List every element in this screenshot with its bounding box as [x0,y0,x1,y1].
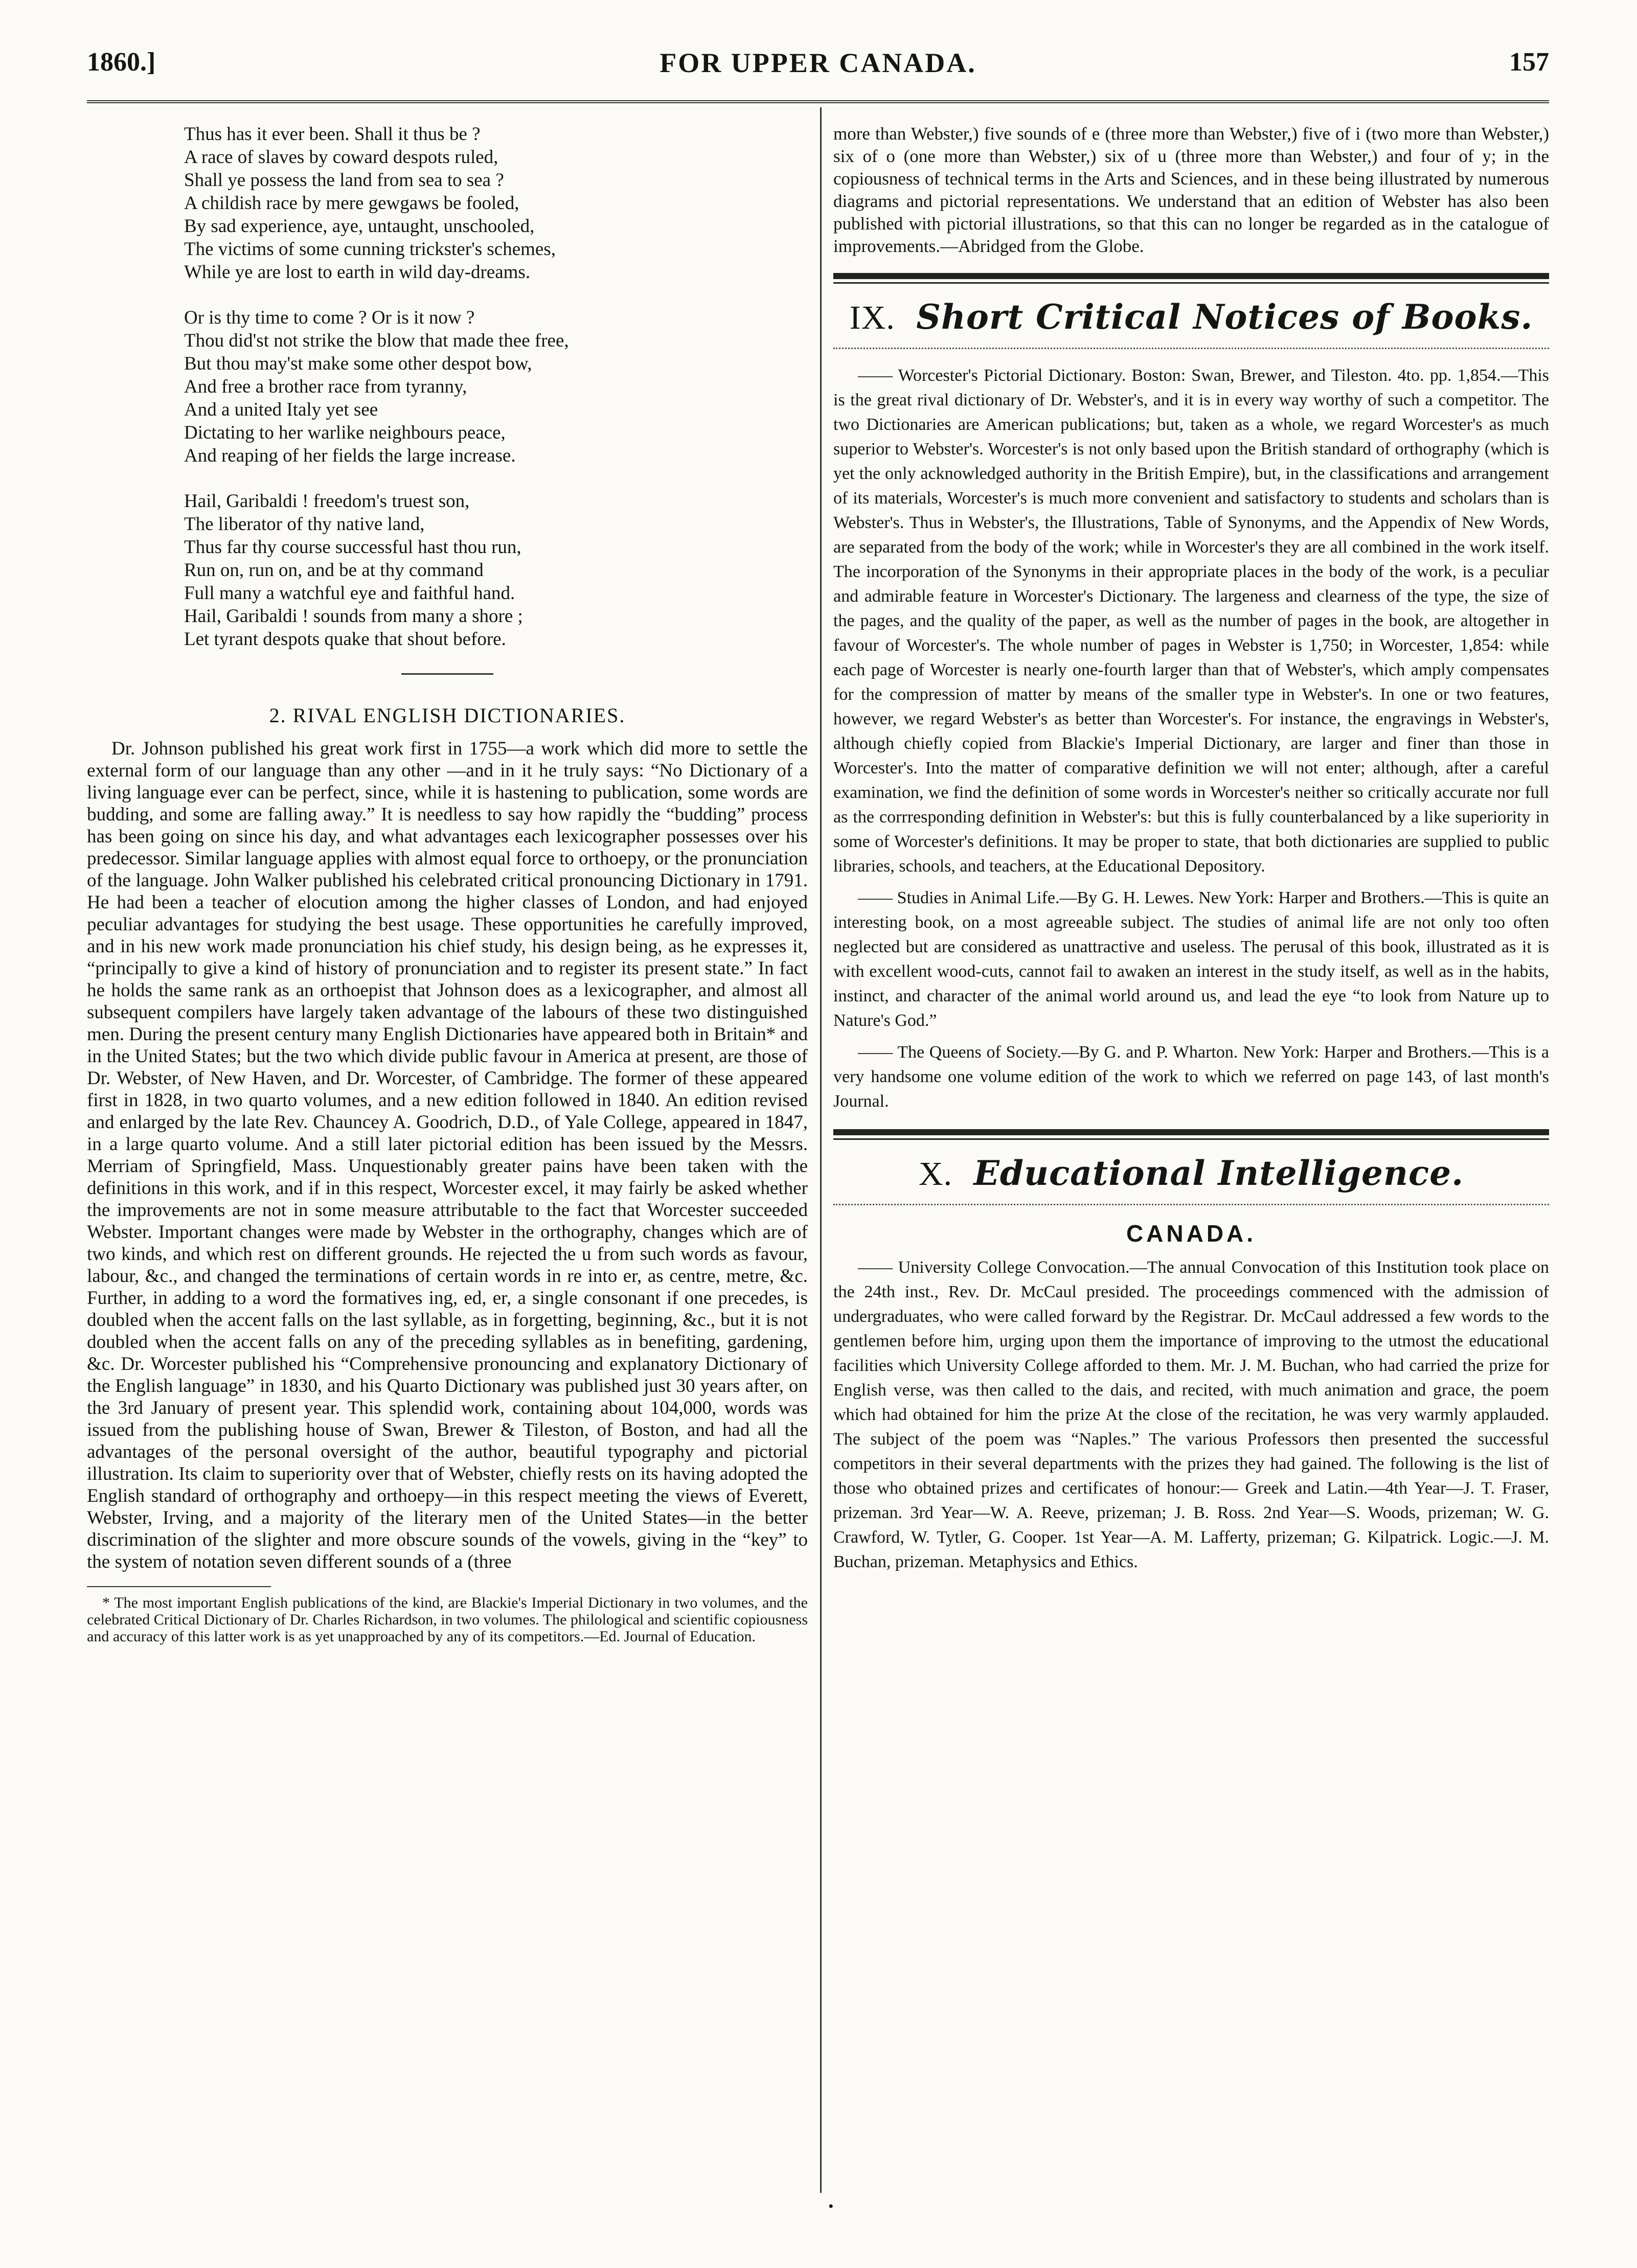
article-continuation: more than Webster,) five sounds of e (three more than Webster,) five of i (two more than Webster,) six of o (one more than Webster,) six of u (three more than Webster,) and four of y; in the copiousness of technical terms in the Arts and Sciences, and in these being illustrated by numerous diagrams and pictorial representations. We understand that an edition of Webster has also been published with pictorial illustrations, so that this can no longer be regarded as in the catalogue of improvements.—Abridged from the Globe. [833,124,1549,256]
section-heading-ix [833,297,1549,337]
section-heading: 2. RIVAL ENGLISH DICTIONARIES. [269,704,626,727]
poem-stanza [184,490,808,651]
poem-line: Run on, run on, and be at thy command [184,560,484,581]
header-rule [87,100,1549,103]
poem-line: The victims of some cunning trickster's schemes, [184,239,556,260]
ornamental-rule [833,1204,1549,1205]
poem-line: By sad experience, aye, untaught, unschooled, [184,216,535,237]
column-divider [820,107,822,2193]
poem-line: The liberator of thy native land, [184,514,425,535]
page-number: 157 [1509,48,1549,77]
left-column [87,123,808,1645]
ornamental-rule [833,348,1549,349]
poem-line: Thus has it ever been. Shall it thus be ? [184,124,481,145]
section-title: Short Critical Notices of Books. [916,297,1533,337]
section-rule-thick [833,1129,1549,1135]
book-notice: —— The Queens of Society.—By G. and P. Wharton. New York: Harper and Brothers.—This is a very handsome one volume edition of the work to which we referred on page 143, of last month's Journal. [833,1043,1549,1111]
section-title: Educational Intelligence. [973,1153,1464,1193]
section-rule-thick [833,273,1549,279]
intelligence-item: —— University College Convocation.—The annual Convocation of this Institution took place on the 24th inst., Rev. Dr. McCaul presided. The proceedings commenced with the admission of undergraduates, who were called forward by the Registrar. Dr. McCaul addressed a few words to the gentlemen before him, urging upon them the importance of improving to the utmost the educational facilities which University College afforded to them. Mr. J. M. Buchan, who had carried the prize for English verse, was then called to the dais, and recited, with much animation and grace, the poem which had obtained for him the prize At the close of the recitation, he was very warmly applauded. The subject of the poem was “Naples.” The various Professors then presented the successful competitors in their several departments with the prizes they had gained. The following is the list of those who obtained prizes and certificates of honour:— Greek and Latin.—4th Year—J. T. Fraser, prizeman. 3rd Year—W. A. Reeve, prizeman; J. B. Ross. 2nd Year—S. Woods, prizeman; W. G. Crawford, W. Tytler, G. Cooper. 1st Year—A. M. Lafferty, prizeman; G. Kilpatrick. Logic.—J. M. Buchan, prizeman. Metaphysics and Ethics. [833,1258,1549,1571]
poem-line: And reaping of her fields the large increase. [184,445,516,466]
poem-line: And a united Italy yet see [184,399,378,420]
book-notice: —— Studies in Animal Life.—By G. H. Lewes. New York: Harper and Brothers.—This is quite an interesting book, on a most agreeable subject. The studies of animal life are not only too often neglected but are considered as unattractive and useless. The perusal of this book, illustrated as it is with excellent wood-cuts, cannot fail to awaken an interest in the study itself, as well as in the habits, instinct, and character of the animal world around us, and lead the eye “to look from Nature up to Nature's God.” [833,888,1549,1030]
section-number: IX. [849,299,895,336]
page-header [87,47,1549,83]
poem-line: Dictating to her warlike neighbours peace, [184,422,506,443]
poem-line: Hail, Garibaldi ! freedom's truest son, [184,491,470,512]
poem-line: Shall ye possess the land from sea to sea ? [184,170,504,191]
poem-line: But thou may'st make some other despot bow, [184,353,532,374]
country-heading: CANADA. [1126,1220,1257,1247]
header-title: FOR UPPER CANADA. [660,48,976,78]
poem-line: And free a brother race from tyranny, [184,376,467,397]
poem-line: Hail, Garibaldi ! sounds from many a shore ; [184,606,523,627]
poem-line: While ye are lost to earth in wild day-dreams. [184,262,531,283]
section-rule-thin [833,282,1549,284]
poem-line: Full many a watchful eye and faithful hand. [184,583,515,604]
right-column [833,123,1549,1582]
poem-line: Thou did'st not strike the blow that made thee free, [184,330,569,351]
poem-line: A race of slaves by coward despots ruled, [184,147,498,168]
page-mark: • [828,2198,834,2215]
section-number: X. [918,1155,953,1193]
footnote-rule [87,1586,271,1587]
footnote: * The most important English publications of the kind, are Blackie's Imperial Dictionary in two volumes, and the celebrated Critical Dictionary of Dr. Charles Richardson, in two volumes. The philological and scientific copiousness and accuracy of this latter work is as yet unapproached by any of its competitors.—Ed. Journal of Education. [87,1594,808,1645]
article-body: Dr. Johnson published his great work first in 1755—a work which did more to settle the external form of our language than any other —and in it he truly says: “No Dictionary of a living language ever can be perfect, since, while it is hastening to publication, some words are budding, and some are falling away.” It is needless to say how rapidly the “budding” process has been going on since his day, and what advantages each lexicographer possesses over his predecessor. Similar language applies with almost equal force to orthoepy, or the pronunciation of the language. John Walker published his celebrated critical pronouncing Dictionary in 1791. He had been a teacher of elocution among the higher classes of London, and had enjoyed peculiar advantages for studying the best usage. These opportunities he carefully improved, and in his new work made pronunciation his chief study, his design being, as he expresses it, “principally to give a kind of history of pronunciation and to register its present state.” In fact he holds the same rank as an orthoepist that Johnson does as a lexicographer, and almost all subsequent compilers have largely taken advantage of the labours of these two distinguished men. During the present century many English Dictionaries have appeared both in Britain* and in the United States; but the two which divide public favour in America at present, are those of Dr. Webster, of New Haven, and Dr. Worcester, of Cambridge. The former of these appeared first in 1828, in two quarto volumes, and a new edition followed in 1840. An edition revised and enlarged by the late Rev. Chauncey A. Goodrich, D.D., of Yale College, appeared in 1847, in a large quarto volume. And a still later pictorial edition has been issued by the Messrs. Merriam of Springfield, Mass. Unquestionably greater pains have been taken with the definitions in this work, and if in this respect, Worcester excel, it may fairly be asked whether the improvements are not in some measure attributable to the fact that Worcester succeeded Webster. Important changes were made by Webster in the orthography, changes which are of two kinds, and which rest on different grounds. He rejected the u from such words as favour, labour, &c., and changed the terminations of certain words in re into er, as centre, metre, &c. Further, in adding to a word the formatives ing, ed, er, a single consonant if one precedes, is doubled when the accent falls on the last syllable, as in forgetting, beginning, &c., but it is not doubled when the accent falls on any of the preceding syllables as in benefiting, gardening, &c. Dr. Worcester published his “Comprehensive pronouncing and explanatory Dictionary of the English language” in 1830, and his Quarto Dictionary was published just 30 years after, on the 3rd January of present year. This splendid work, containing about 104,000, words was issued from the publishing house of Swan, Brewer & Tileston, of Boston, and had all the advantages of the personal oversight of the author, beautiful typography and pictorial illustration. Its claim to superiority over that of Webster, chiefly rests on its having adopted the English standard of orthography and orthoepy—in this respect meeting the views of Everett, Webster, Irving, and a majority of the literary men of the United States—in the better discrimination of the slighter and more obscure sounds of the vowels, giving in the “key” to the system of notation seven different sounds of a (three [87,738,808,1572]
section-heading-x [833,1153,1549,1194]
poem-line: Or is thy time to come ? Or is it now ? [184,307,475,328]
section-separator [401,673,493,675]
poem-line: A childish race by mere gewgaws be fooled, [184,193,519,214]
poem-stanza [184,306,808,467]
poem-line: Let tyrant despots quake that shout before. [184,629,506,650]
poem-stanza [184,123,808,284]
header-year: 1860.] [87,48,156,77]
poem-line: Thus far thy course successful hast thou run, [184,537,521,558]
poem [87,123,808,651]
book-notice: —— Worcester's Pictorial Dictionary. Boston: Swan, Brewer, and Tileston. 4to. pp. 1,854.—This is the great rival dictionary of Dr. Webster's, and it is in every way worthy of such a competitor. The two Dictionaries are American publications; but, taken as a whole, we regard Worcester's as much superior to Webster's. Worcester's is not only based upon the British standard of orthography (which is yet the only acknowledged authority in the British Empire), but, in the classifications and arrangement of its materials, Worcester's is much more convenient and satisfactory to students and scholars than is Webster's. Thus in Webster's, the Illustrations, Table of Synonyms, and the Appendix of New Words, are separated from the body of the work; while in Worcester's they are all combined in the work itself. The incorporation of the Synonyms in their appropriate places in the body of the work, is a peculiar and admirable feature in Worcester's Dictionary. The largeness and clearness of the type, the size of the pages, and the quality of the paper, as well as the number of pages in the book, are altogether in favour of Worcester's. The whole number of pages in Webster is 1,750; in Worcester, 1,854: while each page of Worcester is nearly one-fourth larger than that of Webster's, which amply compensates for the compression of matter by means of the smaller type in Webster's. In one or two features, however, we regard Webster's as better than Worcester's. For instance, the engravings in Webster's, although chiefly copied from Blackie's Imperial Dictionary, are larger and finer than those in Worcester's. Into the matter of comparative definition we will not enter; although, after a careful examination, we find the definition of some words in Worcester's neither so critically accurate nor full as the corrresponding definition in Webster's: but this is fully counterbalanced by a like superiority in some of Worcester's definitions. It may be proper to state, that both dictionaries are supplied to public libraries, schools, and teachers, at the Educational Depository. [833,366,1549,876]
section-rule-thin [833,1138,1549,1140]
